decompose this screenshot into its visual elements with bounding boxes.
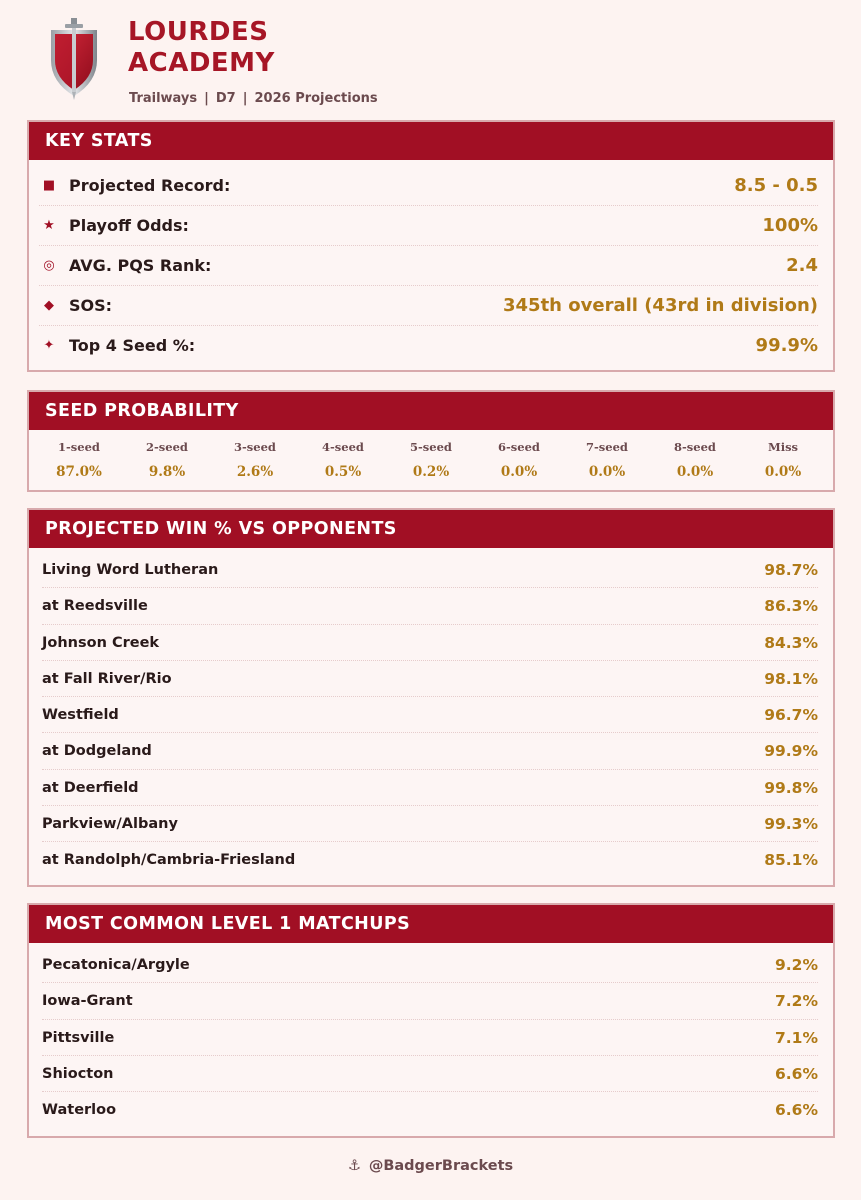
seed-col xyxy=(299,436,387,486)
matchup-pct-value: 9.2% xyxy=(775,956,818,974)
seed-value: 0.0% xyxy=(500,464,538,480)
stat-row-projected-record xyxy=(39,166,818,206)
seed-label: 7-seed xyxy=(586,440,628,454)
team-name xyxy=(128,17,275,79)
stat-row-pqs-rank xyxy=(39,246,818,286)
seed-col xyxy=(739,436,827,486)
stat-value: 99.9% xyxy=(755,335,818,356)
stat-label: Projected Record: xyxy=(69,176,231,195)
seed-label: 3-seed xyxy=(234,440,276,454)
opponent-row xyxy=(42,588,818,624)
win-pct-value: 86.3% xyxy=(764,597,818,616)
stat-row-top4-seed xyxy=(39,326,818,366)
seed-probability-card xyxy=(27,390,835,492)
win-pct-title: PROJECTED WIN % VS OPPONENTS xyxy=(29,510,833,548)
social-handle[interactable]: @BadgerBrackets xyxy=(368,1158,514,1174)
anchor-icon: ⚓ xyxy=(347,1158,361,1174)
division-label: D7 xyxy=(215,91,236,106)
opponent-name: at Fall River/Rio xyxy=(42,670,172,687)
seed-probability-title: SEED PROBABILITY xyxy=(29,392,833,430)
team-name-line2: ACADEMY xyxy=(128,48,275,78)
win-pct-value: 99.9% xyxy=(764,742,818,761)
conference-label: Trailways xyxy=(129,91,198,106)
matchups-card xyxy=(27,903,835,1138)
win-pct-card xyxy=(27,508,835,887)
opponent-name: at Dodgeland xyxy=(42,743,152,760)
matchup-pct-value: 7.2% xyxy=(775,992,818,1011)
matchup-pct-value: 7.1% xyxy=(775,1028,818,1047)
opponent-row xyxy=(42,625,818,661)
win-pct-value: 99.8% xyxy=(764,778,818,797)
opponent-row xyxy=(42,733,818,769)
key-stats-title: KEY STATS xyxy=(29,122,833,160)
matchup-name: Pecatonica/Argyle xyxy=(42,957,190,973)
seed-col xyxy=(475,436,563,486)
seed-value: 0.2% xyxy=(412,464,450,480)
matchup-name: Shiocton xyxy=(42,1065,114,1082)
opponent-row xyxy=(42,552,818,588)
separator: | xyxy=(242,91,248,106)
team-subline xyxy=(129,91,378,106)
seed-value: 87.0% xyxy=(56,464,102,480)
seed-value: 0.0% xyxy=(676,464,714,480)
matchup-name: Waterloo xyxy=(42,1102,117,1119)
seed-col xyxy=(35,436,123,486)
square-icon: ■ xyxy=(42,178,56,193)
win-pct-value: 84.3% xyxy=(764,633,818,652)
matchup-row xyxy=(42,1056,818,1092)
seed-value: 2.6% xyxy=(236,464,274,480)
seed-col xyxy=(387,436,475,486)
opponent-row xyxy=(42,842,818,878)
stat-row-playoff-odds xyxy=(39,206,818,246)
opponent-name: at Reedsville xyxy=(42,598,148,615)
seed-label: 5-seed xyxy=(410,440,452,454)
seed-col xyxy=(651,436,739,486)
footer xyxy=(0,1158,861,1174)
key-stats-list xyxy=(29,160,833,366)
stat-value: 2.4 xyxy=(786,255,818,276)
matchup-list xyxy=(29,943,833,1128)
key-stats-card xyxy=(27,120,835,372)
win-pct-value: 98.1% xyxy=(764,669,818,688)
matchup-pct-value: 6.6% xyxy=(775,1101,818,1120)
opponent-list xyxy=(29,548,833,879)
seed-grid xyxy=(29,436,833,486)
seed-label: 2-seed xyxy=(146,440,188,454)
opponent-name: Living Word Lutheran xyxy=(42,562,219,578)
stat-label: AVG. PQS Rank: xyxy=(69,256,212,275)
team-name-line1: LOURDES xyxy=(128,17,269,47)
seed-label: 1-seed xyxy=(58,440,100,454)
seed-col xyxy=(123,436,211,486)
seed-value: 0.0% xyxy=(764,464,802,480)
diamond-icon: ◆ xyxy=(44,298,54,313)
matchups-title: MOST COMMON LEVEL 1 MATCHUPS xyxy=(29,905,833,943)
stat-row-sos xyxy=(39,286,818,326)
win-pct-value: 98.7% xyxy=(764,561,818,579)
seed-col xyxy=(211,436,299,486)
win-pct-value: 85.1% xyxy=(764,851,818,870)
matchup-row xyxy=(42,1020,818,1056)
opponent-name: Westfield xyxy=(42,707,119,724)
win-pct-value: 99.3% xyxy=(764,815,818,834)
seed-label: 6-seed xyxy=(498,440,540,454)
seed-label: 4-seed xyxy=(322,440,364,454)
stat-label: SOS: xyxy=(69,296,113,315)
opponent-name: at Deerfield xyxy=(42,779,139,796)
star-icon: ★ xyxy=(43,218,55,233)
separator: | xyxy=(204,91,209,106)
opponent-row xyxy=(42,806,818,842)
page-header xyxy=(0,0,861,115)
opponent-name: Parkview/Albany xyxy=(42,816,178,833)
sparkle-icon: ✦ xyxy=(43,338,55,353)
seed-col xyxy=(563,436,651,486)
seed-label: Miss xyxy=(767,440,799,454)
seed-label: 8-seed xyxy=(674,440,716,454)
opponent-name: Johnson Creek xyxy=(42,634,160,651)
opponent-row xyxy=(42,661,818,697)
matchup-row xyxy=(42,983,818,1019)
stat-value: 8.5 - 0.5 xyxy=(734,175,818,196)
season-label: 2026 Projections xyxy=(254,91,378,106)
stat-value: 100% xyxy=(762,215,818,236)
opponent-row xyxy=(42,697,818,733)
stat-label: Top 4 Seed %: xyxy=(69,336,196,355)
matchup-row xyxy=(42,1092,818,1128)
matchup-name: Pittsville xyxy=(42,1029,115,1046)
seed-value: 9.8% xyxy=(148,464,186,480)
stat-value: 345th overall (43rd in division) xyxy=(503,295,818,316)
win-pct-value: 96.7% xyxy=(764,706,818,725)
opponent-name: at Randolph/Cambria-Friesland xyxy=(42,852,296,869)
seed-value: 0.0% xyxy=(588,464,626,480)
matchup-pct-value: 6.6% xyxy=(775,1064,818,1083)
matchup-row xyxy=(42,947,818,983)
stat-label: Playoff Odds: xyxy=(69,216,189,235)
opponent-row xyxy=(42,770,818,806)
matchup-name: Iowa-Grant xyxy=(42,993,133,1010)
target-icon: ◎ xyxy=(43,258,55,273)
shield-sword-logo-icon xyxy=(46,16,102,102)
seed-value: 0.5% xyxy=(324,464,362,480)
